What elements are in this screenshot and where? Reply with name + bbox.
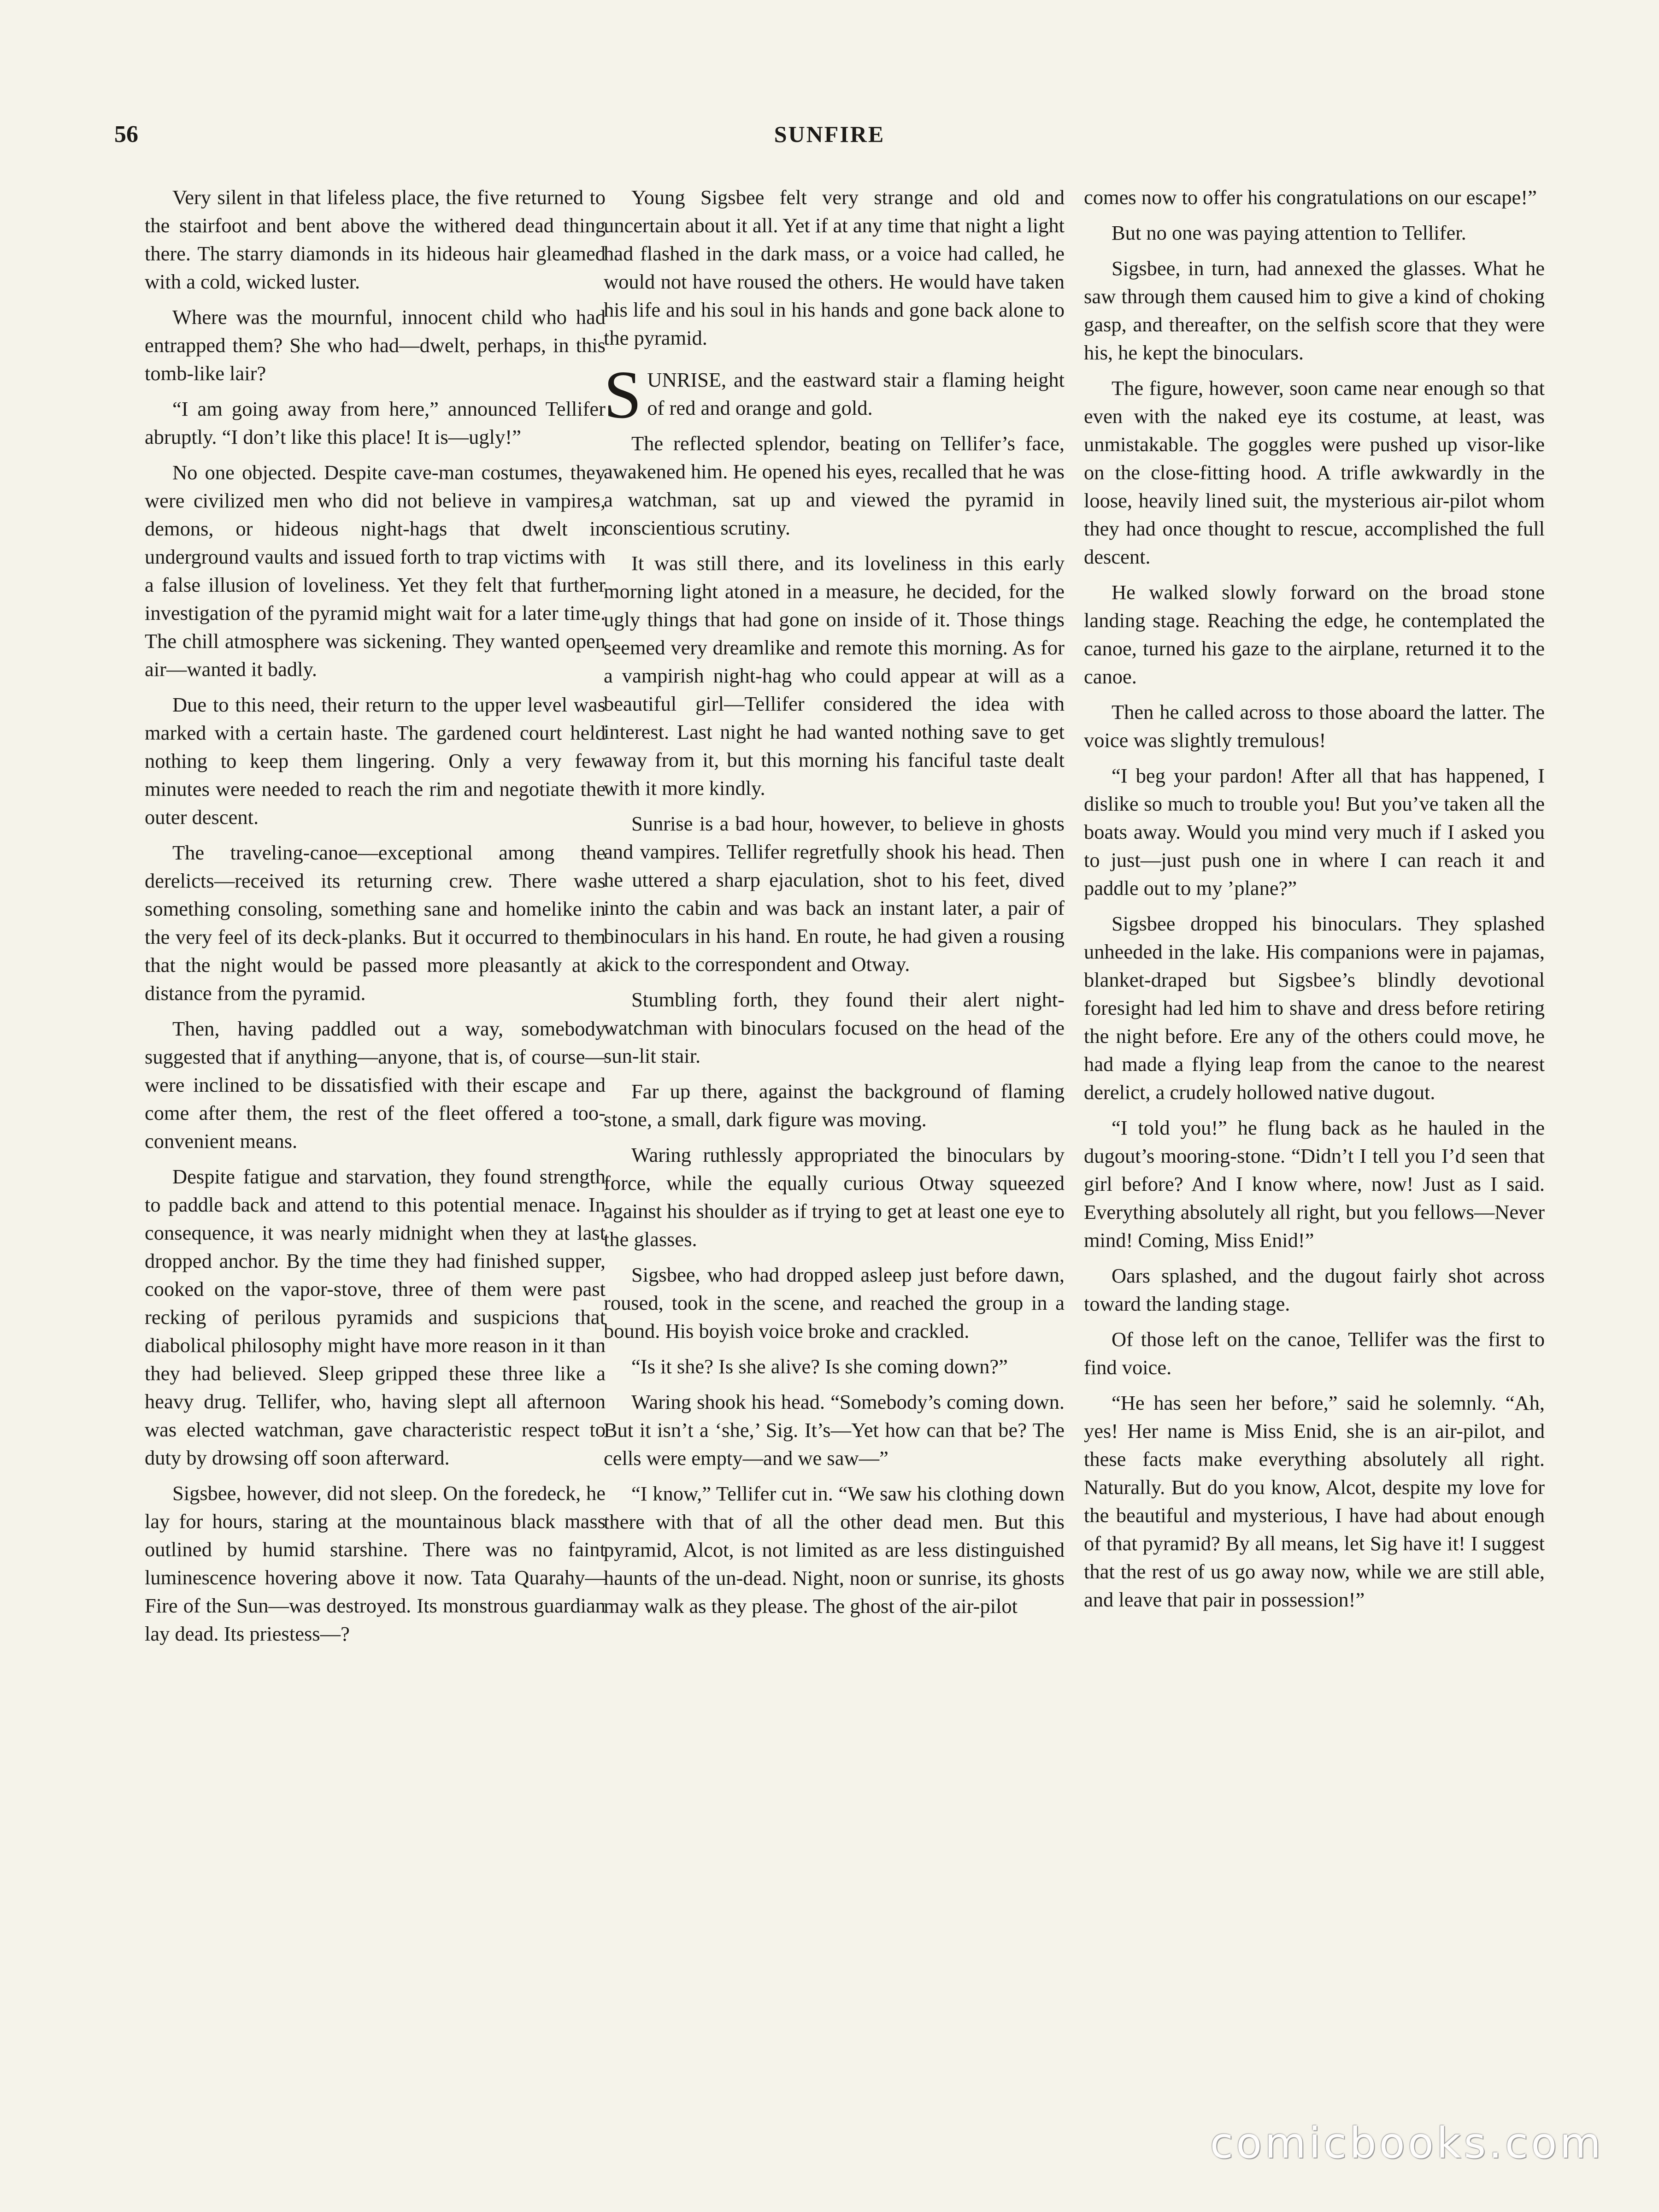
paragraph: Sigsbee, however, did not sleep. On the foredeck, he lay for hours, staring at the mountainous black mass outlined by humid starshine. There was no faint luminescence hovering above it now. Tata Quarahy—Fire of the Sun—was destroyed. Its monstrous guardian lay dead. Its priestess—? (145, 1482, 606, 1645)
paragraph: Sigsbee, who had dropped asleep just before dawn, roused, took in the scene, and reached the group in a bound. His boyish voice broke and crackled. (604, 1263, 1065, 1342)
paragraph: No one objected. Despite cave-man costumes, they were civilized men who did not believe in vampires, demons, or hideous night-hags that dwelt in underground vaults and issued forth to trap victims with a false illusion of loveliness. Yet they felt that further investigation of the pyramid might wait for a later time. The chill atmosphere was sickening. They wanted open air—wanted it badly. (145, 461, 606, 681)
paragraph: “Is it she? Is she alive? Is she coming down?” (631, 1355, 1008, 1378)
paragraph: Due to this need, their return to the upper level was marked with a certain haste. The gardened court held nothing to keep them lingering. Only a very few minutes were needed to reach the rim and negotiate the outer descent. (145, 693, 606, 829)
paragraph: “I know,” Tellifer cut in. “We saw his clothing down there with that of all the other dead men. But this pyramid, Alcot, is not limited as are less distinguished haunts of the un-dead. Night, noon or sunrise, its ghosts may walk as they please. The ghost of the air-pilot (604, 1482, 1065, 1618)
paragraph: Waring shook his head. “Somebody’s coming down. But it isn’t a ‘she,’ Sig. It’s—Yet how can that be? The cells were empty—and we saw—” (604, 1390, 1065, 1470)
paragraph: Oars splashed, and the dugout fairly shot across toward the landing stage. (1084, 1264, 1545, 1315)
paragraph: Very silent in that lifeless place, the five returned to the stairfoot and bent above the withered dead thing there. The starry diamonds in its hideous hair gleamed with a cold, wicked luster. (145, 186, 606, 293)
paragraph: The reflected splendor, beating on Tellifer’s face, awakened him. He opened his eyes, recalled that he was a watchman, sat up and viewed the pyramid in conscientious scrutiny. (604, 432, 1065, 539)
paragraph: Where was the mournful, innocent child who had entrapped them? She who had—dwelt, perhaps, in this tomb-like lair? (145, 306, 606, 385)
paragraph: He walked slowly forward on the broad stone landing stage. Reaching the edge, he contemplated the canoe, turned his gaze to the airplane, returned it to the canoe. (1084, 581, 1545, 688)
paragraph: SUNRISE, and the eastward stair a flaming height of red and orange and gold. (604, 357, 1065, 433)
paragraph: Then he called across to those aboard the latter. The voice was slightly tremulous! (1084, 700, 1545, 752)
paragraph: Sunrise is a bad hour, however, to believe in ghosts and vampires. Tellifer regretfully shook his head. Then he uttered a sharp ejaculation, shot to his feet, dived into the cabin and was back an instant later, a pair of binoculars in his hand. En route, he had given a rousing kick to the correspondent and Otway. (604, 812, 1065, 976)
paragraph: The traveling-canoe—exceptional among the derelicts—received its returning crew. There was something consoling, something sane and homelike in the very feel of its deck-planks. But it occurred to them that the night would be passed more pleasantly at a distance from the pyramid. (145, 841, 606, 1005)
paragraph: Young Sigsbee felt very strange and old and uncertain about it all. Yet if at any time that night a light had flashed in the dark mass, or a voice had called, he would not have roused the others. He would have taken his life and his soul in his hands and gone back alone to the pyramid. (604, 186, 1065, 349)
paragraph: But no one was paying attention to Tellifer. (1112, 221, 1466, 244)
paragraph: “He has seen her before,” said he solemnly. “Ah, yes! Her name is Miss Enid, she is an air-pilot, and these facts make everything absolutely all right. Naturally. But do you know, Alcot, despite my love for the beautiful and mysterious, I have had about enough of that pyramid? By all means, let Sig have it! I suggest that the rest of us go away now, while we are still able, and leave that pair in possession!” (1084, 1391, 1545, 1611)
paragraph: Stumbling forth, they found their alert night-watchman with binoculars focused on the head of the sun-lit stair. (604, 988, 1065, 1067)
paragraph: “I beg your pardon! After all that has happened, I dislike so much to trouble you! But you’ve taken all the boats away. Would you mind very much if I asked you to just—just push one in where I can reach it and paddle out to my ’plane?” (1084, 764, 1545, 900)
paragraph: Of those left on the canoe, Tellifer was the first to find voice. (1084, 1328, 1545, 1379)
paragraph: Sigsbee dropped his binoculars. They splashed unheeded in the lake. His companions were in pajamas, blanket-draped but Sigsbee’s blindly devotional foresight had led him to shave and dress before retiring the night before. Ere any of the others could move, he had made a flying leap from the canoe to the nearest derelict, a crudely hollowed native dugout. (1084, 912, 1545, 1104)
paragraph: “I am going away from here,” announced Tellifer abruptly. “I don’t like this place! It is—ugly!” (145, 397, 606, 448)
text-column-1 (145, 183, 606, 1655)
paragraph: Waring ruthlessly appropriated the binoculars by force, while the equally curious Otway squeezed against his shoulder as if trying to get at least one eye to the glasses. (604, 1143, 1065, 1251)
paragraph: Then, having paddled out a way, somebody suggested that if anything—anyone, that is, of course—were inclined to be dissatisfied with their escape and come after them, the rest of the fleet offered a too-convenient means. (145, 1017, 606, 1153)
text-column-3 (1084, 183, 1545, 1621)
paragraph: comes now to offer his congratulations on our escape!” (1084, 186, 1537, 209)
paragraph: Far up there, against the background of flaming stone, a small, dark figure was moving. (604, 1080, 1065, 1131)
paragraph: Despite fatigue and starvation, they found strength to paddle back and attend to this potential menace. In consequence, it was nearly midnight when they at last dropped anchor. By the time they had finished supper, cooked on the vapor-stove, three of them were past recking of perilous pyramids and suspicions that diabolical philosophy might have more reason in it than they had believed. Sleep gripped these three like a heavy drug. Tellifer, who, having slept all afternoon was elected watchman, gave characteristic respect to duty by drowsing off soon afterward. (145, 1165, 606, 1469)
paragraph: “I told you!” he flung back as he hauled in the dugout’s mooring-stone. “Didn’t I tell you I’d seen that girl before? And I know where, now! Just as I said. Everything absolutely all right, but you fellows—Never mind! Coming, Miss Enid!” (1084, 1116, 1545, 1252)
site-watermark: comicbooks.com (1210, 2118, 1604, 2168)
text-column-2 (604, 183, 1065, 1628)
running-title: SUNFIRE (774, 121, 885, 147)
page-number: 56 (114, 121, 138, 147)
paragraph: Sigsbee, in turn, had annexed the glasses. What he saw through them caused him to give a kind of choking gasp, and thereafter, on the selfish score that they were his, he kept the binoculars. (1084, 257, 1545, 364)
paragraph: The figure, however, soon came near enough so that even with the naked eye its costume, at least, was unmistakable. The goggles were pushed up visor-like on the close-fitting hood. A trifle awkwardly in the loose, heavily lined suit, the mysterious air-pilot whom they had once thought to rescue, accomplished the full descent. (1084, 377, 1545, 568)
paragraph: It was still there, and its loveliness in this early morning light atoned in a measure, he decided, for the ugly things that had gone on inside of it. Those things seemed very dreamlike and remote this morning. As for a vampirish night-hag who could appear at will as a beautiful girl—Tellifer considered the idea with interest. Last night he had wanted nothing save to get away from it, but this morning his fanciful taste dealt with it more kindly. (604, 552, 1065, 800)
